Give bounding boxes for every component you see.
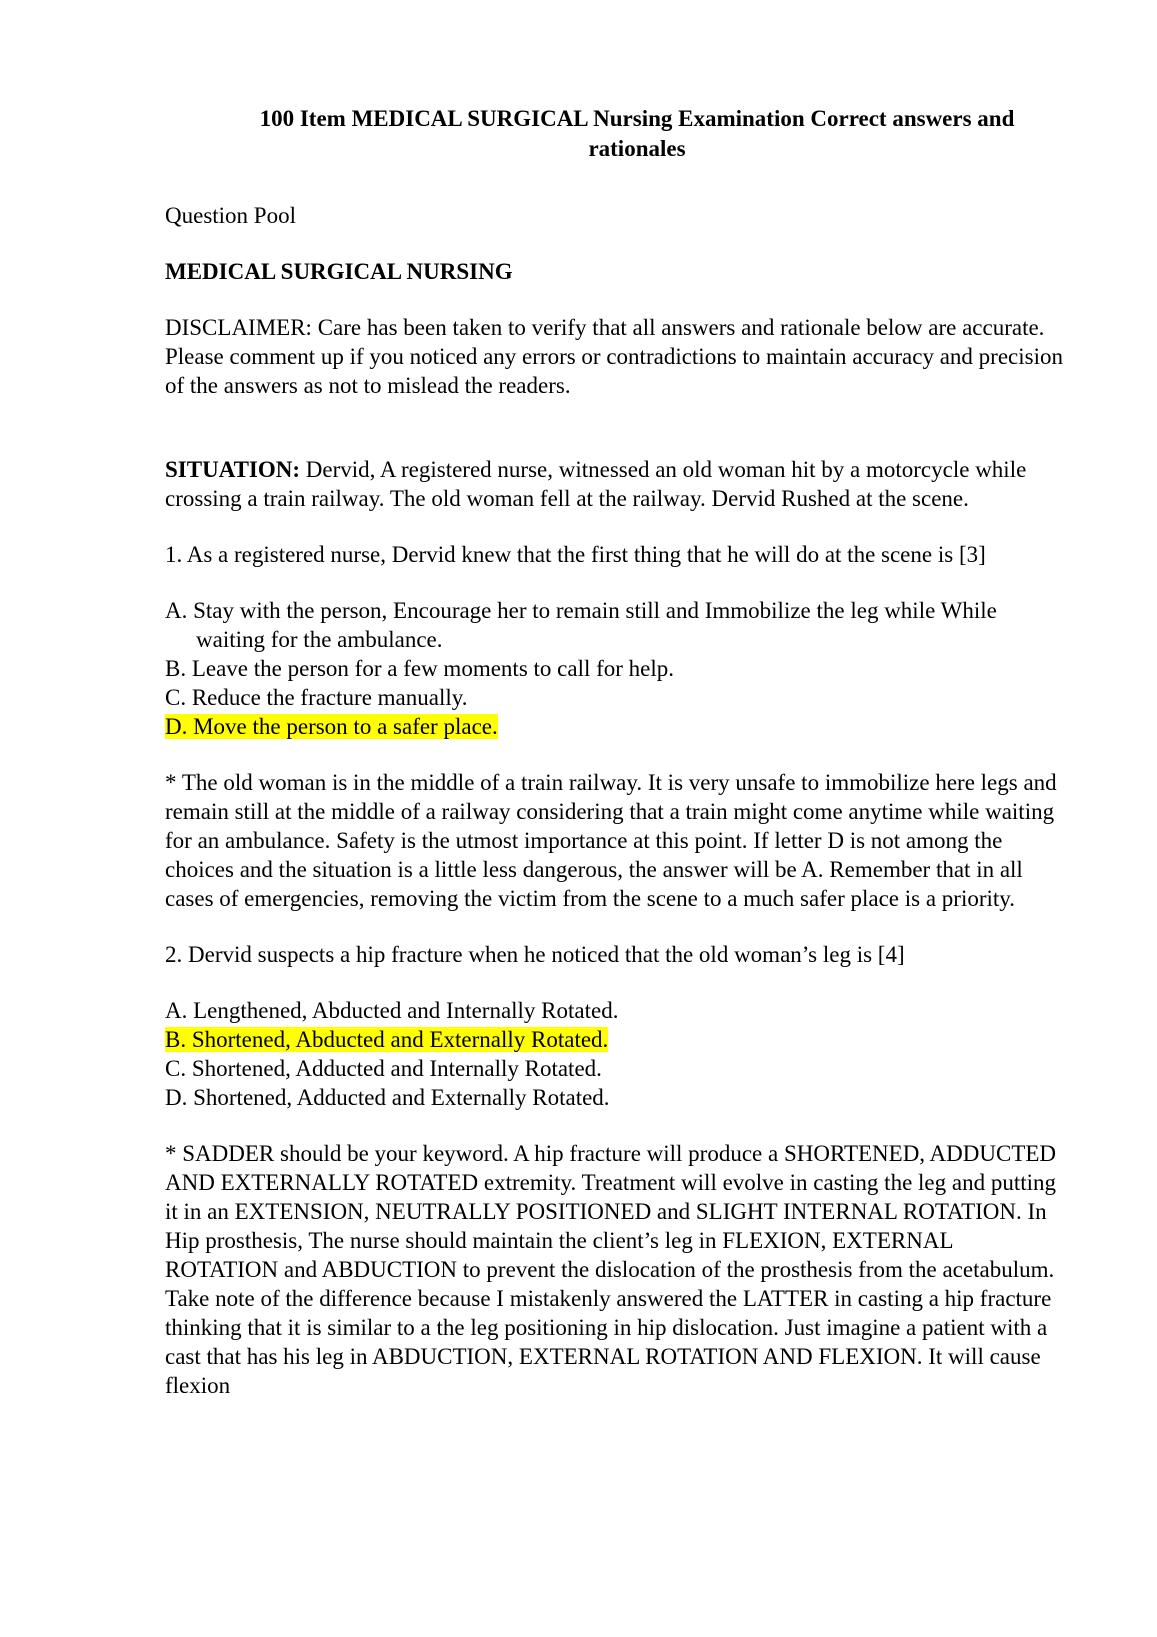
situation-text: Dervid, A registered nurse, witnessed an old woman hit by a motorcycle while crossing a train railway. The old woman fell at the railway. Dervid Rushed at the scene. — [165, 457, 1027, 511]
question-1-choice-a — [165, 596, 1067, 654]
question-1-choice-b — [165, 654, 1067, 683]
choice-text: C. Shortened, Adducted and Internally Rotated. — [165, 1056, 602, 1081]
question-1-choice-c — [165, 683, 1067, 712]
choice-text: A. Lengthened, Abducted and Internally Rotated. — [165, 998, 619, 1023]
situation-label: SITUATION: — [165, 457, 301, 482]
choice-text: C. Reduce the fracture manually. — [165, 685, 468, 710]
question-2-choice-b-correct — [165, 1025, 1067, 1054]
choice-text: A. Stay with the person, Encourage her to remain still and Immobilize the leg while While waiting for the ambulance. — [165, 598, 997, 652]
document-title: 100 Item MEDICAL SURGICAL Nursing Examination Correct answers and rationales — [259, 106, 1015, 161]
question-2-choice-d — [165, 1083, 1067, 1112]
disclaimer-paragraph: DISCLAIMER: Care has been taken to verify that all answers and rationale below are accurate. Please comment up if you noticed any errors or contradictions to maintain accuracy and precision of the answers as not to mislead the readers. — [165, 315, 1063, 398]
choice-text: D. Move the person to a safer place. — [165, 714, 498, 739]
situation-paragraph — [165, 455, 1067, 513]
question-2-stem: 2. Dervid suspects a hip fracture when he noticed that the old woman’s leg is [4] — [165, 942, 905, 967]
question-1-stem: 1. As a registered nurse, Dervid knew that the first thing that he will do at the scene is [3] — [165, 542, 986, 567]
question-2-choice-c — [165, 1054, 1067, 1083]
question-1-choice-d-correct — [165, 712, 1067, 741]
question-2-rationale: * SADDER should be your keyword. A hip fracture will produce a SHORTENED, ADDUCTED AND EXTERNALLY ROTATED extremity. Treatment will evolve in casting the leg and putting it in an EXTENSION, NEUTRALLY POSITIONED and SLIGHT INTERNAL ROTATION. In Hip prosthesis, The nurse should maintain the client’s leg in FLEXION, EXTERNAL ROTATION and ABDUCTION to prevent the dislocation of the prosthesis from the acetabulum. Take note of the difference because I mistakenly answered the LATTER in casting a hip fracture thinking that it is similar to a the leg positioning in hip dislocation. Just imagine a patient with a cast that has his leg in ABDUCTION, EXTERNAL ROTATION AND FLEXION. It will cause flexion — [165, 1141, 1057, 1398]
section-title: MEDICAL SURGICAL NURSING — [165, 259, 513, 284]
question-1-rationale: * The old woman is in the middle of a train railway. It is very unsafe to immobilize here legs and remain still at the middle of a railway considering that a train might come anytime while waiting for an ambulance. Safety is the utmost importance at this point. If letter D is not among the choices and the situation is a little less dangerous, the answer will be A. Remember that in all cases of emergencies, removing the victim from the scene to a much safer place is a priority. — [165, 770, 1057, 911]
question-2-choice-a — [165, 996, 1067, 1025]
question-pool-label: Question Pool — [165, 203, 296, 228]
choice-text: B. Leave the person for a few moments to call for help. — [165, 656, 675, 681]
choice-text: D. Shortened, Adducted and Externally Rotated. — [165, 1085, 610, 1110]
question-1-choices — [165, 596, 1067, 741]
choice-text: B. Shortened, Abducted and Externally Rotated. — [165, 1027, 609, 1052]
question-2-choices — [165, 996, 1067, 1112]
